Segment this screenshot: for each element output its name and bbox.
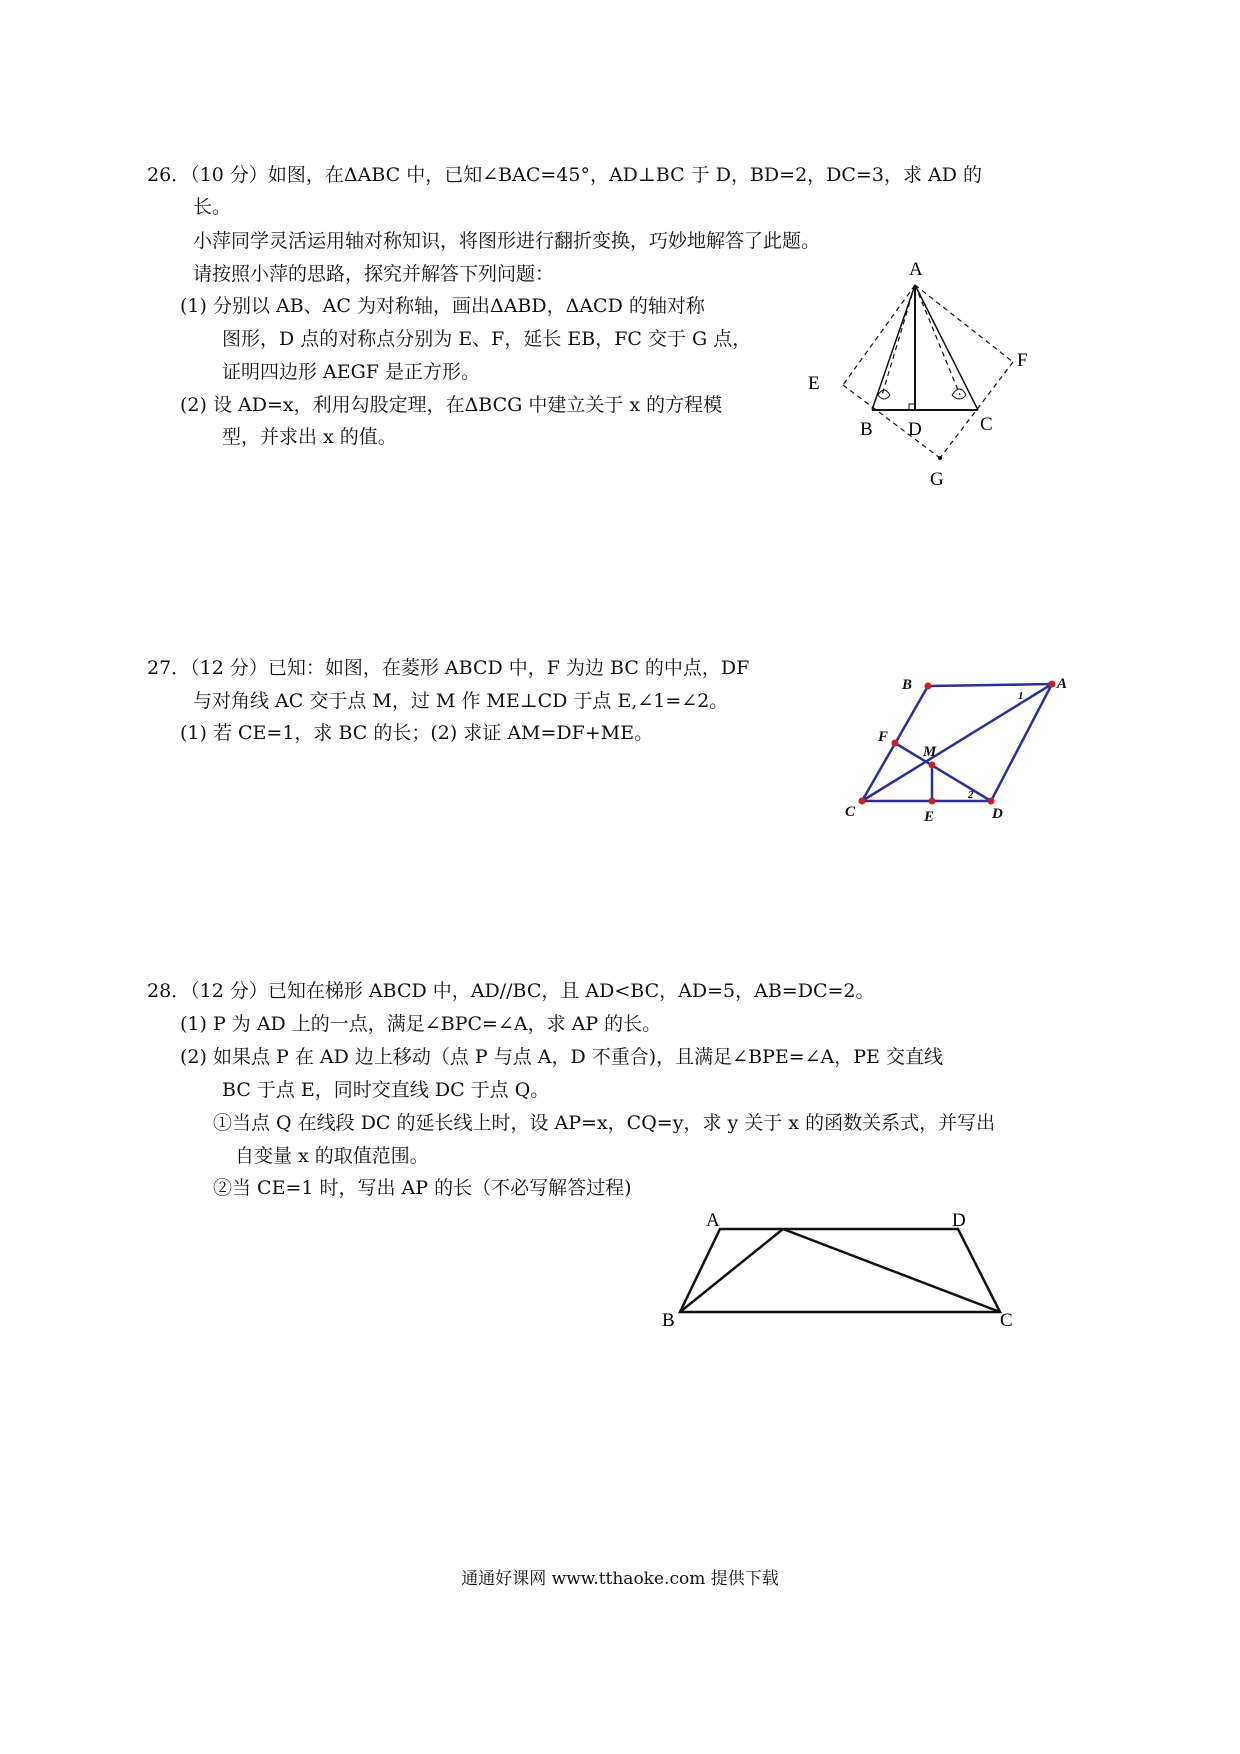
label-B: B <box>662 1310 675 1331</box>
q28-figure <box>650 1205 1030 1335</box>
label-F: F <box>878 729 889 745</box>
label-A: A <box>706 1210 720 1231</box>
segment-BP <box>680 1229 783 1312</box>
label-C: C <box>1000 1310 1013 1331</box>
segment-AC <box>915 285 978 410</box>
diagonal-AC <box>862 684 1052 801</box>
label-C: C <box>980 414 993 435</box>
q28-line-2: (1) P 为 AD 上的一点，满足∠BPC=∠A，求 AP 的长。 <box>180 1013 662 1035</box>
segment-AB <box>872 285 915 410</box>
page-footer: 通通好课网 www.tthaoke.com 提供下载 <box>461 1569 779 1589</box>
q26-line-5: (1) 分别以 AB、AC 为对称轴，画出ΔABD，ΔACD 的轴对称 <box>180 295 705 317</box>
label-D: D <box>908 419 922 440</box>
q28-line-4: BC 于点 E，同时交直线 DC 于点 Q。 <box>222 1079 550 1101</box>
point-G <box>938 456 942 460</box>
segment-PC <box>783 1229 1000 1312</box>
label-A: A <box>1057 676 1068 692</box>
q26-line-9: 型，并求出 x 的值。 <box>222 426 397 448</box>
label-M: M <box>923 744 937 760</box>
q26-line-1: 26．（10 分）如图，在ΔABC 中，已知∠BAC=45°，AD⊥BC 于 D，BD=2，DC=3，求 AD 的 <box>147 164 982 186</box>
q26-line-3: 小萍同学灵活运用轴对称知识，将图形进行翻折变换，巧妙地解答了此题。 <box>193 230 821 252</box>
q28-line-3: (2) 如果点 P 在 AD 边上移动（点 P 与点 A，D 不重合)，且满足∠BPE=∠A，PE 交直线 <box>180 1046 943 1068</box>
q26-line-2: 长。 <box>193 196 232 218</box>
q28-line-6: 自变量 x 的取值范围。 <box>235 1145 429 1167</box>
label-D: D <box>952 1210 966 1231</box>
fold-mark-left <box>878 390 890 399</box>
label-A: A <box>909 259 923 280</box>
q28-line-7: ②当 CE=1 时，写出 AP 的长（不必写解答过程) <box>213 1177 632 1199</box>
label-B: B <box>860 419 873 440</box>
q28-line-5: ①当点 Q 在线段 DC 的延长线上时，设 AP=x，CQ=y，求 y 关于 x 的函数关系式，并写出 <box>213 1112 996 1134</box>
label-D: D <box>992 806 1003 822</box>
label-F: F <box>1017 350 1028 371</box>
label-C: C <box>845 804 856 820</box>
label-B: B <box>902 677 913 693</box>
q27-line-2: 与对角线 AC 交于点 M，过 M 作 ME⊥CD 于点 E,∠1=∠2。 <box>193 690 729 712</box>
q28-line-1: 28．（12 分）已知在梯形 ABCD 中，AD//BC，且 AD<BC，AD=5，AB=DC=2。 <box>147 980 875 1002</box>
label-G: G <box>930 469 944 490</box>
angle-2-label: 2 <box>968 789 974 801</box>
q26-line-7: 证明四边形 AEGF 是正方形。 <box>222 361 481 383</box>
label-E: E <box>924 809 935 823</box>
q26-line-8: (2) 设 AD=x，利用勾股定理，在ΔBCG 中建立关于 x 的方程模 <box>180 394 723 416</box>
angle-1-label: 1 <box>1018 690 1024 702</box>
trapezoid-ABCD <box>680 1229 1000 1312</box>
q26-line-6: 图形，D 点的对称点分别为 E、F，延长 EB，FC 交于 G 点， <box>222 328 752 350</box>
q27-line-1: 27．（12 分）已知：如图，在菱形 ABCD 中，F 为边 BC 的中点，DF <box>147 657 750 679</box>
q26-line-4: 请按照小萍的思路，探究并解答下列问题： <box>193 263 555 285</box>
q27-figure <box>830 668 1080 823</box>
q27-line-3: (1) 若 CE=1，求 BC 的长；(2) 求证 AM=DF+ME。 <box>180 722 654 744</box>
q26-figure <box>800 255 1040 495</box>
label-E: E <box>808 373 820 394</box>
